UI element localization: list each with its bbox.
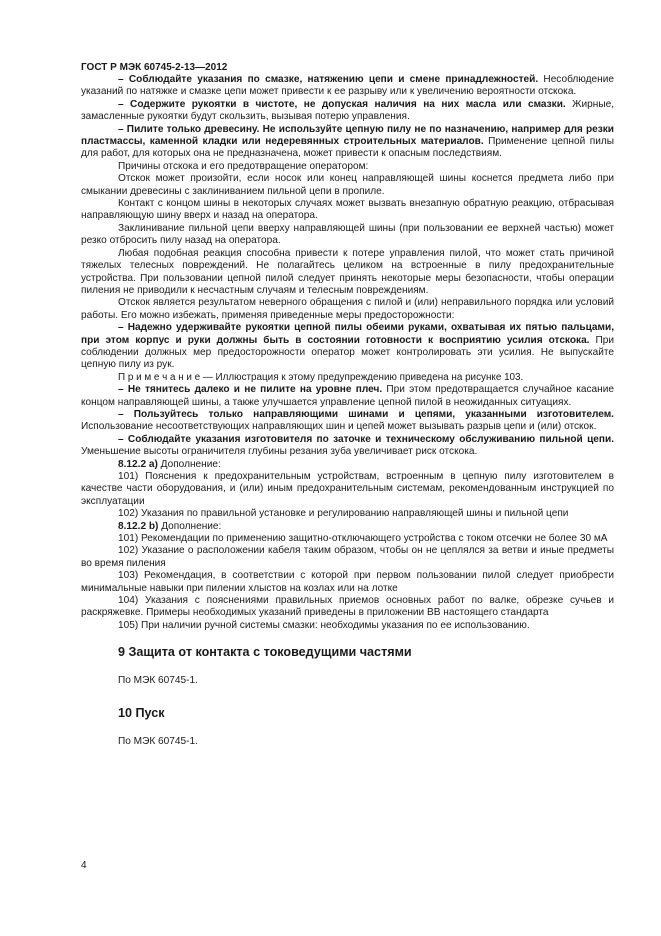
section-9-text: По МЭК 60745-1.: [118, 674, 198, 686]
page-number: 4: [81, 860, 87, 871]
paragraph: [81, 124, 614, 161]
paragraph-text: Жирные, замасленные рукоятки будут скользить, вызывая потерю управления.: [81, 98, 615, 123]
bold-instruction: – Соблюдайте указания по смазке, натяжению цепи и смене принадлежностей.: [118, 74, 539, 85]
note-text: — Иллюстрация к этому предупреждению приведена на рисунке 103.: [200, 371, 524, 383]
list-item: 102) Указания по правильной установке и регулированию направляющей шины и пильной цепи: [118, 508, 569, 520]
paragraph: [81, 99, 614, 124]
list-item: 103) Рекомендация, в соответствии с которой при первом пользовании пилой следует приобрести минимальные навыки при пилении хлыстов на козлах или на лотке: [81, 570, 614, 594]
note: [81, 372, 614, 384]
list-item: 105) При наличии ручной системы смазки: необходимы указания по ее использованию.: [118, 619, 530, 631]
bold-instruction: – Не тянитесь далеко и не пилите на уровне плеч.: [118, 384, 383, 396]
paragraph: Контакт с концом шины в некоторых случаях может вызвать внезапную обратную реакцию, отбрасывая направляющую шину вверх и назад на оператора.: [81, 198, 614, 222]
clause-text: Дополнение:: [157, 458, 221, 470]
clause-number: 8.12.2 b): [118, 520, 159, 532]
bold-instruction: – Надежно удерживайте рукоятки цепной пилы обеими руками, охватывая их пятью пальцами, при этом корпус и руки должны быть в состоянии готовности к восприятию усилия отскока.: [81, 322, 614, 346]
paragraph-text: Использование несоответствующих направляющих шин и цепей может вызывать разрыв цепи и (или) отскок.: [81, 421, 597, 433]
note-label: П р и м е ч а н и е: [118, 371, 201, 383]
paragraph: [81, 384, 614, 409]
section-10-text: По МЭК 60745-1.: [118, 735, 198, 747]
clause-number: 8.12.2 a): [118, 458, 158, 470]
paragraph-text: Несоблюдение указаний по натяжке и смазке цепи может привести к ее разрыву или к увеличению вероятности отскока.: [81, 74, 614, 98]
clause-text: Дополнение:: [158, 520, 222, 532]
list-item: 102) Указание о расположении кабеля таким образом, чтобы он не цеплялся за ветви и иные предметы во время пиления: [81, 545, 614, 569]
list-item: 101) Пояснения к предохранительным устройствам, встроенным в цепную пилу изготовителем в качестве части оборудования, и (или) иным предохранительным системам, рекомендованным инструкцией по эксплуатации: [81, 471, 614, 507]
paragraph: [81, 434, 614, 459]
paragraph: Причины отскока и его предотвращение оператором:: [118, 160, 369, 172]
bold-instruction: – Соблюдайте указания изготовителя по заточке и техническому обслуживанию пильной цепи.: [118, 433, 614, 445]
bold-instruction: – Содержите рукоятки в чистоте, не допуская наличия на них масла или смазки.: [118, 98, 566, 110]
list-item: 104) Указания с пояснениями правильных приемов основных работ по валке, обрезке сучьев и раскряжевке. Примеры необходимых указаний приведены в приложении ВВ настоящего стандарта: [81, 595, 614, 619]
paragraph-text: Уменьшение высоты ограничителя глубины резания зуба увеличивает риск отскока.: [81, 446, 478, 458]
clause-heading: [81, 521, 614, 533]
standard-designation: ГОСТ Р МЭК 60745-2-13—2012: [81, 62, 228, 73]
paragraph: [81, 322, 614, 372]
paragraph: [81, 74, 614, 99]
list-item: 101) Рекомендации по применению защитно-отключающего устройства с током отсечки не более 30 мА: [118, 533, 608, 545]
paragraph: Отскок является результатом неверного обращения с пилой и (или) неправильного порядка или условий работы. Его можно избежать, применяя приведенные меры предосторожности:: [81, 297, 614, 321]
paragraph: [81, 409, 614, 434]
bold-instruction: – Пилите только древесину. Не используйте цепную пилу не по назначению, например для резки пластмассы, каменной кладки или недеревянных строительных материалов.: [81, 123, 614, 148]
section-9-heading: 9 Защита от контакта с токоведущими частями: [118, 645, 412, 660]
paragraph: Заклинивание пильной цепи вверху направляющей шины (при пользовании ее верхней частью) может резко отбросить пилу назад на оператора.: [81, 222, 614, 247]
paragraph-text: При этом предотвращается случайное касание концом направляющей шины, а также улучшается управление цепной пилой в неожиданных ситуациях.: [81, 384, 614, 408]
bold-instruction: – Пользуйтесь только направляющими шинами и цепями, указанными изготовителем.: [118, 408, 614, 420]
paragraph: Отскок может произойти, если носок или конец направляющей шины коснется предмета либо при смыкании древесины с заклиниванием пильной цепи в пропиле.: [81, 173, 614, 197]
section-10-heading: 10 Пуск: [118, 706, 165, 721]
document-body: [81, 74, 614, 748]
paragraph: Любая подобная реакция способна привести к потере управления пилой, что может стать причиной тяжелых телесных повреждений. Не полагайтесь целиком на встроенные в пилу предохранительные устройства. При пользовании цепной пилой следует принять некоторые меры безопасности, чтобы операции пиления не приводили к несчастным случаям и телесным повреждениям.: [81, 247, 614, 296]
clause-heading: [81, 459, 614, 471]
paragraph-text: Применение цепной пилы для работ, для которых она не предназначена, может привести к опасным последствиям.: [81, 136, 614, 160]
paragraph-text: При соблюдении должных мер предосторожности оператор может контролировать эти усилия. Не выпускайте цепную пилу из рук.: [81, 334, 615, 371]
